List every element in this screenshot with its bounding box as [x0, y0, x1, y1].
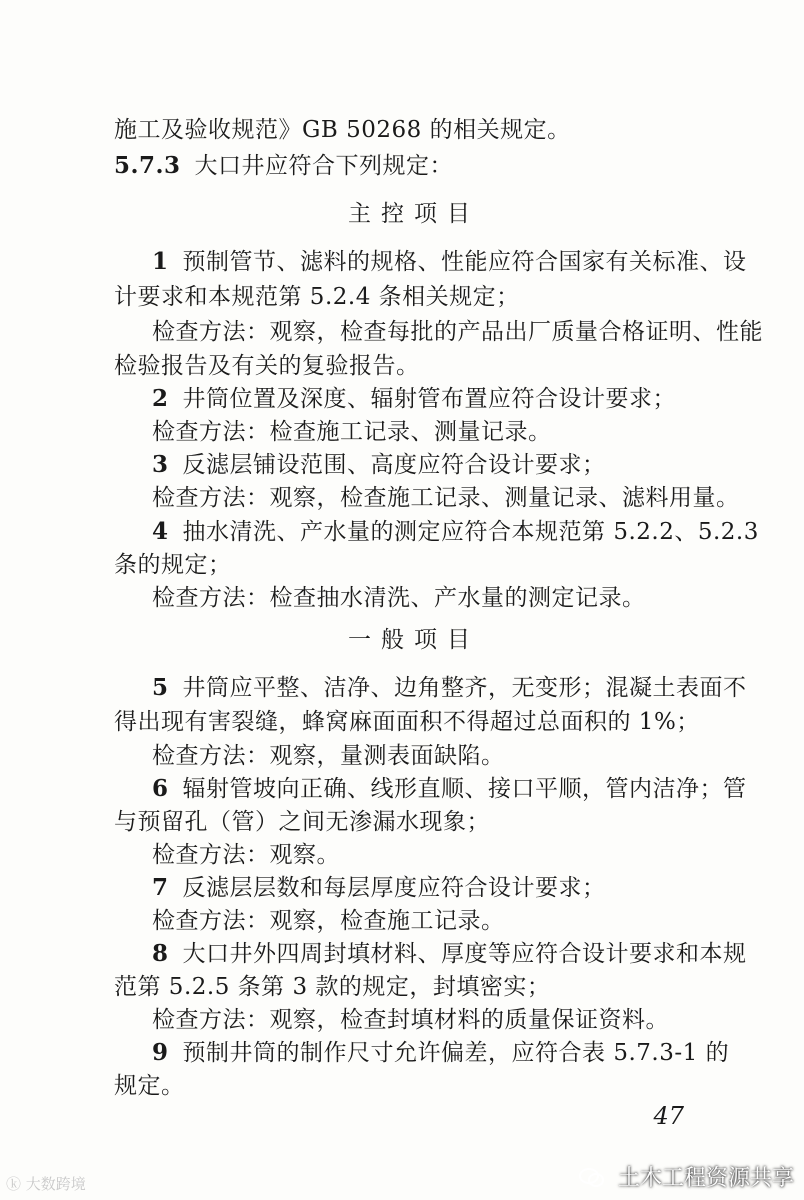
- check-method: 检查方法：观察，检查封填材料的质量保证资料。: [152, 1007, 669, 1033]
- check-method: 检查方法：观察，检查施工记录。: [152, 908, 505, 934]
- check-method: 检查方法：检查施工记录、测量记录。: [152, 419, 552, 445]
- wechat-icon: [579, 1168, 605, 1188]
- text-line: 检验报告及有关的复验报告。: [114, 353, 420, 379]
- text-line: 范第 5.2.5 条第 3 款的规定，封填密实；: [114, 974, 551, 1000]
- clause-number: 5.7.3: [114, 152, 181, 179]
- footer: [0, 1160, 804, 1200]
- text-line: 得出现有害裂缝，蜂窝麻面面积不得超过总面积的 1%；: [114, 709, 700, 735]
- text-line: 计要求和本规范第 5.2.4 条相关规定；: [114, 284, 520, 310]
- text-line: 与预留孔（管）之间无渗漏水现象；: [114, 809, 490, 835]
- logo-icon: ⓚ: [6, 1175, 22, 1193]
- item-2: 2 井筒位置及深度、辐射管布置应符合设计要求；: [152, 385, 677, 412]
- item-6: 6 辐射管坡向正确、线形直顺、接口平顺，管内洁净；管: [152, 775, 747, 802]
- page-number: 47: [653, 1102, 684, 1130]
- text-line: 条的规定；: [114, 552, 232, 578]
- item-5: 5 井筒应平整、洁净、边角整齐，无变形；混凝土表面不: [152, 674, 747, 701]
- watermark-right: 土木工程资源共享: [579, 1161, 794, 1192]
- section-heading-general: 一般项目: [348, 627, 480, 653]
- item-7: 7 反滤层层数和每层厚度应符合设计要求；: [152, 874, 606, 901]
- text-line: 规定。: [114, 1073, 185, 1099]
- check-method: 检查方法：观察，量测表面缺陷。: [152, 743, 505, 769]
- check-method: 检查方法：观察。: [152, 842, 340, 868]
- check-method: 检查方法：检查抽水清洗、产水量的测定记录。: [152, 585, 646, 611]
- check-method: 检查方法：观察，检查每批的产品出厂质量合格证明、性能: [152, 319, 763, 345]
- item-1: 1 预制管节、滤料的规格、性能应符合国家有关标准、设: [152, 248, 747, 275]
- item-4: 4 抽水清洗、产水量的测定应符合本规范第 5.2.2、5.2.3: [152, 518, 759, 545]
- text-line: 施工及验收规范》GB 50268 的相关规定。: [114, 117, 571, 143]
- watermark-left: ⓚ 大数跨境: [6, 1175, 86, 1193]
- section-heading-main: 主控项目: [348, 201, 480, 227]
- check-method: 检查方法：观察，检查施工记录、测量记录、滤料用量。: [152, 485, 740, 511]
- clause-heading: 5.7.3 大口井应符合下列规定：: [114, 152, 454, 179]
- item-3: 3 反滤层铺设范围、高度应符合设计要求；: [152, 451, 606, 478]
- item-9: 9 预制井筒的制作尺寸允许偏差，应符合表 5.7.3-1 的: [152, 1039, 730, 1066]
- item-8: 8 大口井外四周封填材料、厚度等应符合设计要求和本规: [152, 940, 747, 967]
